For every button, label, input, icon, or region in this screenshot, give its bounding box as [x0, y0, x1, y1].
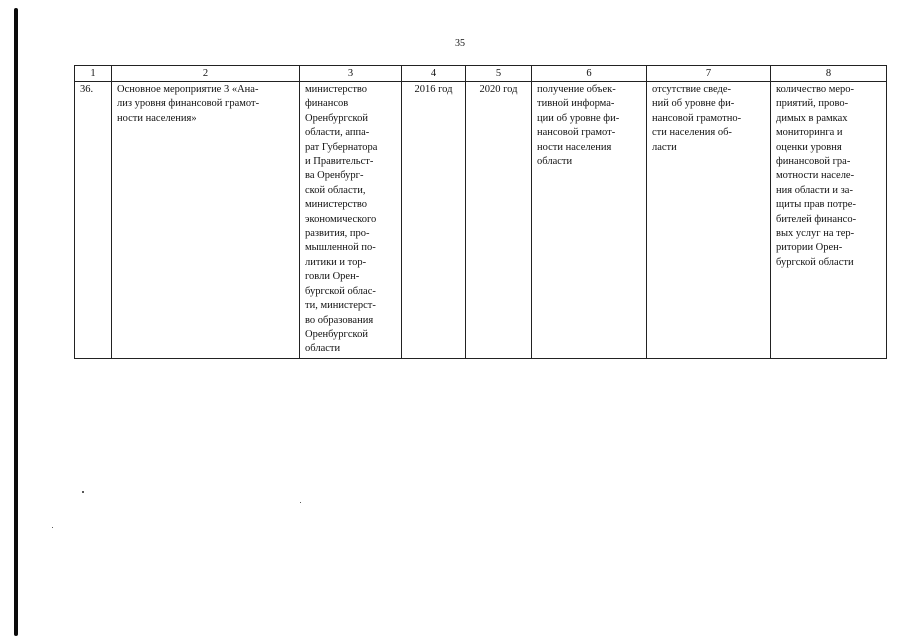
- cell-text-line: рат Губернатора: [305, 141, 378, 153]
- cell-text-line: мотности населе-: [776, 170, 855, 182]
- cell-text-line: получение объек-: [537, 84, 616, 95]
- cell-text-line: литики и тор-: [305, 256, 367, 268]
- cell-text-line: области, аппа-: [305, 127, 370, 139]
- cell-text-line: бургской облас-: [305, 285, 376, 297]
- header-cell-1: 1: [75, 66, 112, 82]
- header-cell-2: 2: [112, 66, 300, 82]
- cell-text-line: щиты прав потре-: [776, 199, 856, 211]
- header-cell-4: 4: [402, 66, 466, 82]
- cell-text-line: ний об уровне фи-: [652, 98, 735, 110]
- consequences-cell: [647, 82, 771, 359]
- cell-text-line: ности населения: [537, 141, 612, 153]
- scan-speck: [82, 491, 84, 493]
- cell-text-line: нансовой грамот-: [537, 127, 616, 139]
- cell-text-line: финансовой гра-: [776, 156, 851, 168]
- expected-result-cell: [532, 82, 647, 359]
- indicators-cell: [771, 82, 887, 359]
- table-header-row: [75, 66, 887, 82]
- header-cell-7: 7: [647, 66, 771, 82]
- cell-text-line: лиз уровня финансовой грамот-: [117, 98, 260, 110]
- page-number: 35: [455, 38, 465, 49]
- cell-text-line: отсутствие сведе-: [652, 84, 732, 95]
- cell-text-line: области: [537, 156, 573, 168]
- executor-cell: [300, 82, 402, 359]
- cell-text-line: ва Оренбург-: [305, 170, 364, 182]
- cell-text-line: ти, министерст-: [305, 300, 376, 312]
- header-cell-5: 5: [466, 66, 532, 82]
- cell-text-line: мышленной по-: [305, 242, 376, 254]
- cell-text-line: бителей финансо-: [776, 213, 857, 225]
- cell-text-line: развития, про-: [305, 228, 370, 240]
- row-number-cell: 36.: [75, 82, 112, 359]
- scan-edge-bar: [14, 8, 18, 636]
- cell-text-line: ности населения»: [117, 112, 197, 124]
- cell-text-line: мониторинга и: [776, 127, 843, 139]
- cell-text-line: ритории Орен-: [776, 242, 843, 254]
- header-cell-8: 8: [771, 66, 887, 82]
- cell-text-line: ния области и за-: [776, 184, 853, 196]
- cell-text-line: вых услуг на тер-: [776, 228, 855, 240]
- cell-text-line: экономического: [305, 213, 377, 225]
- header-cell-3: 3: [300, 66, 402, 82]
- cell-text-line: бургской области: [776, 256, 854, 268]
- cell-text-line: приятий, прово-: [776, 98, 849, 110]
- cell-text-line: ской области,: [305, 184, 366, 196]
- cell-text-line: и Правительст-: [305, 156, 374, 168]
- cell-text-line: министерство: [305, 199, 368, 211]
- cell-text-line: говли Орен-: [305, 271, 360, 283]
- cell-text-line: Оренбургской: [305, 112, 368, 124]
- cell-text-line: оценки уровня: [776, 141, 842, 153]
- header-cell-6: 6: [532, 66, 647, 82]
- cell-text-line: ласти: [652, 141, 677, 153]
- end-year-cell: 2020 год: [466, 82, 532, 359]
- table-row: [75, 82, 887, 359]
- cell-text-line: финансов: [305, 98, 349, 110]
- start-year-cell: 2016 год: [402, 82, 466, 359]
- cell-text-line: количество меро-: [776, 84, 855, 95]
- cell-text-line: области: [305, 343, 341, 355]
- scan-speck: [52, 527, 53, 528]
- cell-text-line: министерство: [305, 84, 368, 95]
- cell-text-line: сти населения об-: [652, 127, 732, 139]
- measures-table: [74, 65, 887, 359]
- cell-text-line: нансовой грамотно-: [652, 112, 742, 124]
- event-name-cell: [112, 82, 300, 359]
- cell-text-line: Оренбургской: [305, 328, 368, 340]
- cell-text-line: во образования: [305, 314, 374, 326]
- cell-text-line: тивной информа-: [537, 98, 615, 110]
- scan-speck: [300, 502, 301, 503]
- cell-text-line: Основное мероприятие 3 «Ана-: [117, 84, 259, 95]
- cell-text-line: димых в рамках: [776, 112, 848, 124]
- cell-text-line: ции об уровне фи-: [537, 112, 620, 124]
